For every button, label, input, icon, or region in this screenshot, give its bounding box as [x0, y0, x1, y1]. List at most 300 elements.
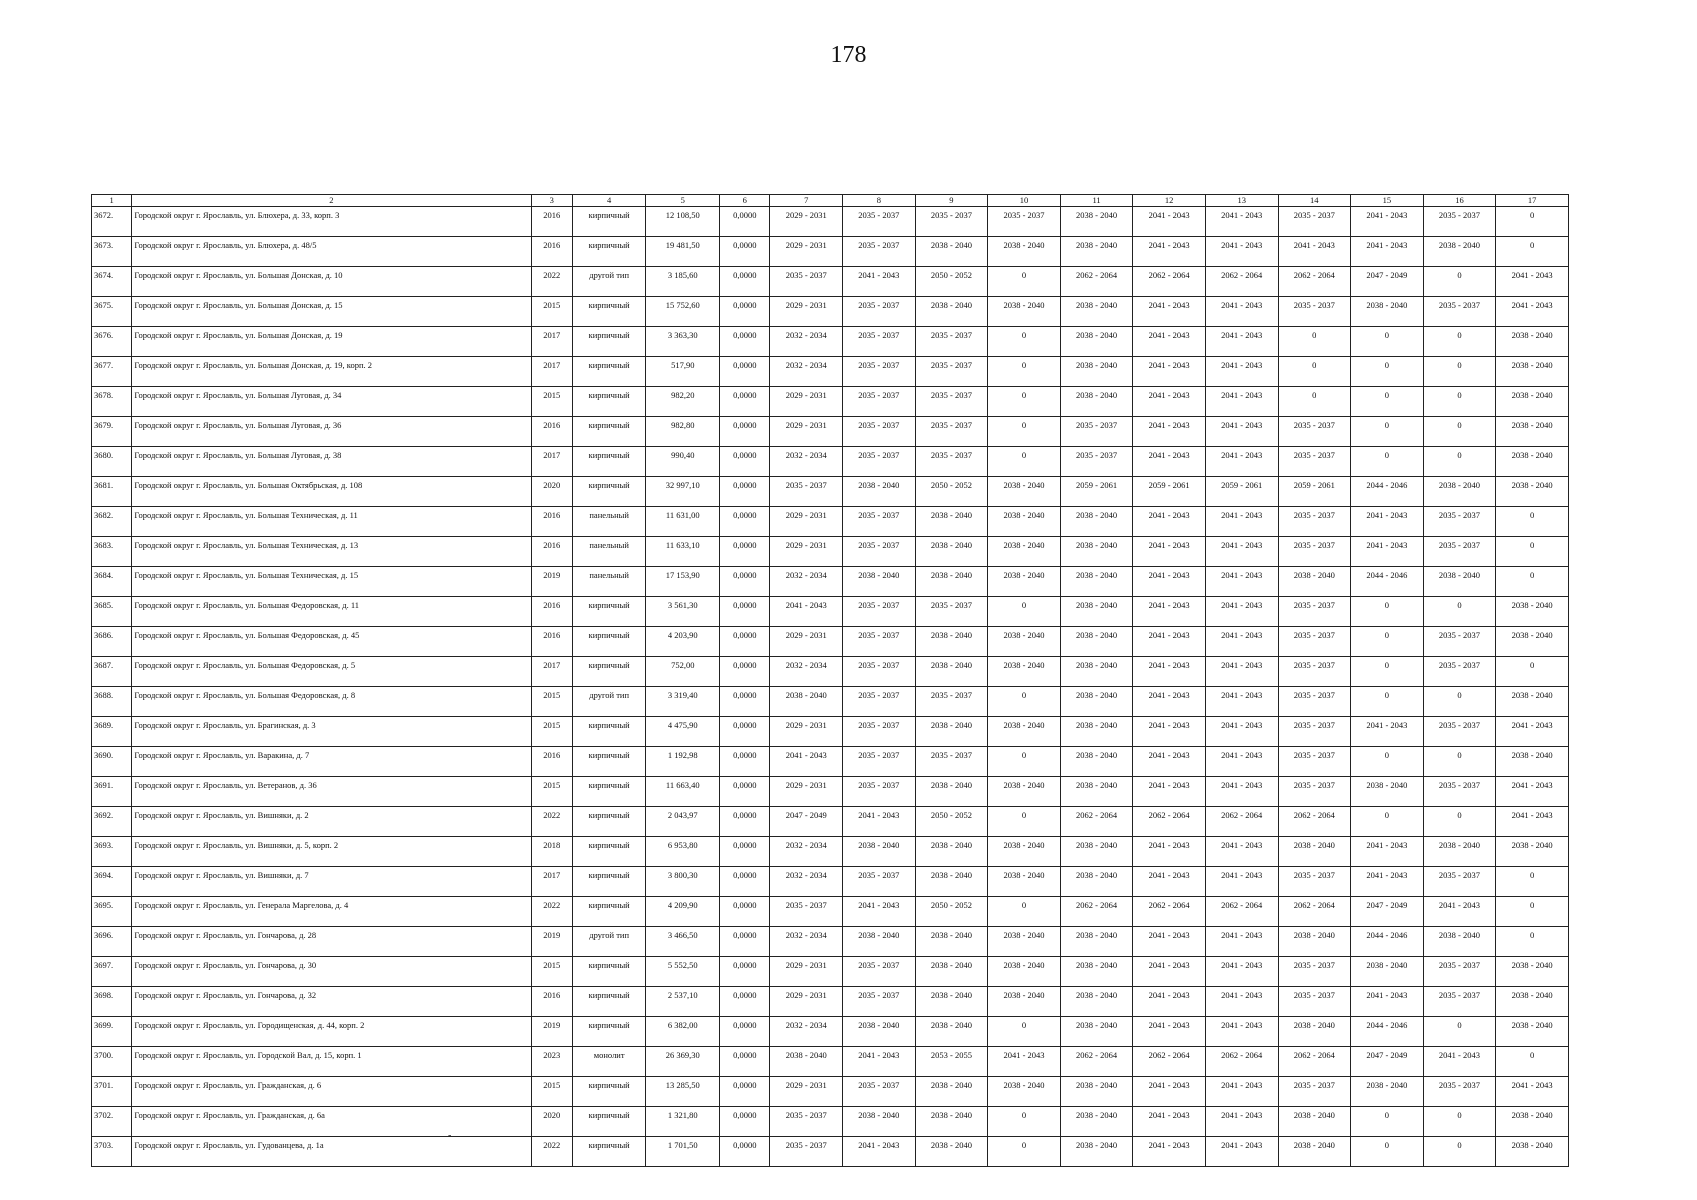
cell-period-8: 2035 - 2037 — [843, 627, 916, 657]
cell-period-16: 0 — [1423, 447, 1496, 477]
cell-row-number: 3700. — [92, 1047, 132, 1077]
cell-period-8: 2041 - 2043 — [843, 807, 916, 837]
cell-fraction: 0,0000 — [720, 507, 770, 537]
cell-period-10: 0 — [988, 267, 1061, 297]
cell-area: 6 382,00 — [646, 1017, 720, 1047]
table-row — [92, 237, 1569, 267]
cell-year: 2017 — [531, 447, 572, 477]
table-row — [92, 537, 1569, 567]
cell-period-16: 2035 - 2037 — [1423, 507, 1496, 537]
cell-period-13: 2041 - 2043 — [1205, 237, 1278, 267]
cell-area: 4 475,90 — [646, 717, 720, 747]
cell-period-17: 2038 - 2040 — [1496, 327, 1569, 357]
cell-period-9: 2038 - 2040 — [915, 297, 988, 327]
cell-period-16: 2035 - 2037 — [1423, 537, 1496, 567]
cell-period-12: 2041 - 2043 — [1133, 537, 1206, 567]
table-row — [92, 627, 1569, 657]
cell-period-16: 0 — [1423, 357, 1496, 387]
cell-address: Городской округ г. Ярославль, ул. Большая Донская, д. 19 — [132, 327, 531, 357]
cell-period-12: 2041 - 2043 — [1133, 687, 1206, 717]
cell-period-7: 2029 - 2031 — [770, 507, 843, 537]
cell-period-12: 2041 - 2043 — [1133, 717, 1206, 747]
cell-period-9: 2038 - 2040 — [915, 777, 988, 807]
cell-period-16: 2035 - 2037 — [1423, 207, 1496, 237]
cell-period-14: 2035 - 2037 — [1278, 777, 1351, 807]
cell-period-16: 2038 - 2040 — [1423, 927, 1496, 957]
cell-period-17: 2038 - 2040 — [1496, 357, 1569, 387]
table-row — [92, 477, 1569, 507]
cell-period-9: 2035 - 2037 — [915, 687, 988, 717]
cell-period-8: 2035 - 2037 — [843, 537, 916, 567]
cell-wall-material: панельный — [572, 567, 646, 597]
cell-period-13: 2041 - 2043 — [1205, 927, 1278, 957]
cell-period-15: 2041 - 2043 — [1351, 867, 1424, 897]
cell-period-10: 2035 - 2037 — [988, 207, 1061, 237]
cell-period-17: 2041 - 2043 — [1496, 717, 1569, 747]
cell-period-13: 2062 - 2064 — [1205, 807, 1278, 837]
cell-period-8: 2035 - 2037 — [843, 327, 916, 357]
cell-period-8: 2035 - 2037 — [843, 237, 916, 267]
cell-wall-material: кирпичный — [572, 1107, 646, 1137]
cell-period-9: 2038 - 2040 — [915, 1107, 988, 1137]
cell-period-11: 2062 - 2064 — [1060, 897, 1133, 927]
column-header-9: 9 — [915, 195, 988, 207]
cell-period-11: 2038 - 2040 — [1060, 747, 1133, 777]
cell-period-10: 2038 - 2040 — [988, 507, 1061, 537]
page-number: 178 — [830, 42, 867, 68]
cell-wall-material: кирпичный — [572, 327, 646, 357]
cell-area: 5 552,50 — [646, 957, 720, 987]
cell-period-17: 2038 - 2040 — [1496, 447, 1569, 477]
cell-period-7: 2032 - 2034 — [770, 867, 843, 897]
cell-period-13: 2041 - 2043 — [1205, 1077, 1278, 1107]
cell-period-9: 2035 - 2037 — [915, 417, 988, 447]
cell-wall-material: кирпичный — [572, 357, 646, 387]
cell-fraction: 0,0000 — [720, 717, 770, 747]
cell-period-11: 2038 - 2040 — [1060, 1137, 1133, 1167]
cell-period-13: 2041 - 2043 — [1205, 297, 1278, 327]
cell-address: Городской округ г. Ярославль, ул. Большая Техническая, д. 11 — [132, 507, 531, 537]
cell-address: Городской округ г. Ярославль, ул. Генерала Маргелова, д. 4 — [132, 897, 531, 927]
cell-period-8: 2035 - 2037 — [843, 1077, 916, 1107]
cell-period-11: 2038 - 2040 — [1060, 957, 1133, 987]
cell-period-8: 2041 - 2043 — [843, 267, 916, 297]
cell-address: Городской округ г. Ярославль, ул. Ветеранов, д. 36 — [132, 777, 531, 807]
cell-period-11: 2038 - 2040 — [1060, 327, 1133, 357]
column-header-2: 2 — [132, 195, 531, 207]
cell-period-7: 2041 - 2043 — [770, 597, 843, 627]
table-row — [92, 777, 1569, 807]
cell-row-number: 3673. — [92, 237, 132, 267]
cell-period-12: 2041 - 2043 — [1133, 837, 1206, 867]
cell-address: Городской округ г. Ярославль, ул. Большая Федоровская, д. 8 — [132, 687, 531, 717]
cell-year: 2019 — [531, 567, 572, 597]
table-row — [92, 297, 1569, 327]
cell-period-11: 2038 - 2040 — [1060, 1107, 1133, 1137]
cell-period-12: 2041 - 2043 — [1133, 327, 1206, 357]
cell-period-17: 0 — [1496, 567, 1569, 597]
cell-year: 2016 — [531, 237, 572, 267]
cell-period-14: 2035 - 2037 — [1278, 957, 1351, 987]
column-header-14: 14 — [1278, 195, 1351, 207]
cell-year: 2015 — [531, 1077, 572, 1107]
cell-period-14: 2062 - 2064 — [1278, 267, 1351, 297]
cell-period-7: 2032 - 2034 — [770, 927, 843, 957]
cell-year: 2016 — [531, 987, 572, 1017]
cell-period-7: 2035 - 2037 — [770, 897, 843, 927]
cell-period-8: 2035 - 2037 — [843, 717, 916, 747]
cell-address: Городской округ г. Ярославль, ул. Большая Федоровская, д. 5 — [132, 657, 531, 687]
cell-fraction: 0,0000 — [720, 267, 770, 297]
cell-period-17: 0 — [1496, 237, 1569, 267]
cell-period-14: 2035 - 2037 — [1278, 687, 1351, 717]
cell-period-16: 2035 - 2037 — [1423, 1077, 1496, 1107]
cell-period-13: 2041 - 2043 — [1205, 567, 1278, 597]
cell-period-17: 0 — [1496, 207, 1569, 237]
cell-address: Городской округ г. Ярославль, ул. Гражданская, д. 6а — [132, 1107, 531, 1137]
cell-period-14: 2059 - 2061 — [1278, 477, 1351, 507]
cell-period-9: 2038 - 2040 — [915, 837, 988, 867]
cell-address: Городской округ г. Ярославль, ул. Городской Вал, д. 15, корп. 1 — [132, 1047, 531, 1077]
cell-period-17: 2038 - 2040 — [1496, 687, 1569, 717]
cell-period-12: 2041 - 2043 — [1133, 387, 1206, 417]
cell-period-10: 0 — [988, 807, 1061, 837]
cell-period-15: 0 — [1351, 687, 1424, 717]
cell-fraction: 0,0000 — [720, 477, 770, 507]
cell-year: 2022 — [531, 1137, 572, 1167]
cell-period-10: 0 — [988, 597, 1061, 627]
cell-period-9: 2035 - 2037 — [915, 357, 988, 387]
table-row — [92, 837, 1569, 867]
cell-area: 2 537,10 — [646, 987, 720, 1017]
cell-wall-material: панельный — [572, 537, 646, 567]
cell-wall-material: кирпичный — [572, 867, 646, 897]
cell-period-16: 2038 - 2040 — [1423, 567, 1496, 597]
cell-wall-material: кирпичный — [572, 207, 646, 237]
cell-period-12: 2041 - 2043 — [1133, 987, 1206, 1017]
table-row — [92, 687, 1569, 717]
cell-period-17: 2038 - 2040 — [1496, 417, 1569, 447]
cell-period-11: 2038 - 2040 — [1060, 717, 1133, 747]
cell-period-17: 2041 - 2043 — [1496, 1077, 1569, 1107]
cell-fraction: 0,0000 — [720, 1137, 770, 1167]
cell-wall-material: кирпичный — [572, 657, 646, 687]
cell-period-13: 2041 - 2043 — [1205, 717, 1278, 747]
cell-period-11: 2062 - 2064 — [1060, 1047, 1133, 1077]
cell-period-14: 2035 - 2037 — [1278, 417, 1351, 447]
cell-period-13: 2041 - 2043 — [1205, 507, 1278, 537]
cell-period-11: 2038 - 2040 — [1060, 927, 1133, 957]
cell-period-15: 2041 - 2043 — [1351, 207, 1424, 237]
cell-period-13: 2041 - 2043 — [1205, 747, 1278, 777]
cell-fraction: 0,0000 — [720, 567, 770, 597]
cell-period-14: 2035 - 2037 — [1278, 507, 1351, 537]
cell-period-8: 2035 - 2037 — [843, 867, 916, 897]
cell-row-number: 3686. — [92, 627, 132, 657]
cell-period-16: 0 — [1423, 747, 1496, 777]
cell-period-12: 2041 - 2043 — [1133, 357, 1206, 387]
column-header-12: 12 — [1133, 195, 1206, 207]
cell-period-9: 2035 - 2037 — [915, 207, 988, 237]
header-row — [92, 195, 1569, 207]
cell-area: 3 466,50 — [646, 927, 720, 957]
cell-period-17: 2038 - 2040 — [1496, 477, 1569, 507]
cell-fraction: 0,0000 — [720, 357, 770, 387]
cell-period-8: 2035 - 2037 — [843, 747, 916, 777]
cell-period-7: 2041 - 2043 — [770, 747, 843, 777]
cell-period-9: 2038 - 2040 — [915, 1137, 988, 1167]
cell-period-12: 2062 - 2064 — [1133, 267, 1206, 297]
cell-period-7: 2032 - 2034 — [770, 447, 843, 477]
cell-period-15: 2038 - 2040 — [1351, 297, 1424, 327]
cell-period-10: 2038 - 2040 — [988, 867, 1061, 897]
cell-period-8: 2035 - 2037 — [843, 387, 916, 417]
cell-period-13: 2041 - 2043 — [1205, 1107, 1278, 1137]
cell-period-14: 2038 - 2040 — [1278, 1017, 1351, 1047]
cell-fraction: 0,0000 — [720, 867, 770, 897]
cell-year: 2016 — [531, 747, 572, 777]
cell-period-9: 2035 - 2037 — [915, 597, 988, 627]
cell-address: Городской округ г. Ярославль, ул. Большая Луговая, д. 34 — [132, 387, 531, 417]
column-header-8: 8 — [843, 195, 916, 207]
cell-period-17: 2041 - 2043 — [1496, 297, 1569, 327]
cell-period-8: 2035 - 2037 — [843, 687, 916, 717]
cell-fraction: 0,0000 — [720, 1047, 770, 1077]
cell-period-14: 0 — [1278, 357, 1351, 387]
cell-period-7: 2035 - 2037 — [770, 267, 843, 297]
cell-period-13: 2041 - 2043 — [1205, 417, 1278, 447]
cell-period-8: 2038 - 2040 — [843, 1107, 916, 1137]
cell-area: 15 752,60 — [646, 297, 720, 327]
cell-wall-material: кирпичный — [572, 597, 646, 627]
cell-area: 19 481,50 — [646, 237, 720, 267]
cell-fraction: 0,0000 — [720, 1107, 770, 1137]
cell-period-14: 2035 - 2037 — [1278, 717, 1351, 747]
cell-wall-material: кирпичный — [572, 807, 646, 837]
cell-period-8: 2038 - 2040 — [843, 837, 916, 867]
cell-address: Городской округ г. Ярославль, ул. Гудованцева, д. 1а — [132, 1137, 531, 1167]
cell-row-number: 3695. — [92, 897, 132, 927]
cell-period-12: 2041 - 2043 — [1133, 417, 1206, 447]
cell-year: 2017 — [531, 867, 572, 897]
cell-period-12: 2041 - 2043 — [1133, 777, 1206, 807]
cell-address: Городской округ г. Ярославль, ул. Блюхера, д. 33, корп. 3 — [132, 207, 531, 237]
cell-fraction: 0,0000 — [720, 627, 770, 657]
cell-period-10: 2038 - 2040 — [988, 927, 1061, 957]
table-row — [92, 957, 1569, 987]
cell-period-11: 2038 - 2040 — [1060, 627, 1133, 657]
cell-fraction: 0,0000 — [720, 1017, 770, 1047]
cell-period-11: 2038 - 2040 — [1060, 357, 1133, 387]
cell-period-7: 2038 - 2040 — [770, 1047, 843, 1077]
cell-address: Городской округ г. Ярославль, ул. Гончарова, д. 30 — [132, 957, 531, 987]
table-row — [92, 747, 1569, 777]
cell-period-13: 2041 - 2043 — [1205, 207, 1278, 237]
cell-period-16: 2035 - 2037 — [1423, 657, 1496, 687]
cell-period-15: 2038 - 2040 — [1351, 777, 1424, 807]
column-header-4: 4 — [572, 195, 646, 207]
column-header-1: 1 — [92, 195, 132, 207]
cell-row-number: 3689. — [92, 717, 132, 747]
table-row — [92, 207, 1569, 237]
cell-wall-material: кирпичный — [572, 237, 646, 267]
cell-address: Городской округ г. Ярославль, ул. Большая Федоровская, д. 11 — [132, 597, 531, 627]
table-row — [92, 1047, 1569, 1077]
table-row — [92, 357, 1569, 387]
cell-period-10: 0 — [988, 357, 1061, 387]
cell-period-12: 2041 - 2043 — [1133, 1107, 1206, 1137]
cell-row-number: 3674. — [92, 267, 132, 297]
cell-area: 11 631,00 — [646, 507, 720, 537]
cell-wall-material: другой тип — [572, 687, 646, 717]
cell-period-15: 2047 - 2049 — [1351, 267, 1424, 297]
table-row — [92, 1017, 1569, 1047]
cell-area: 6 953,80 — [646, 837, 720, 867]
cell-period-16: 2035 - 2037 — [1423, 957, 1496, 987]
cell-area: 4 203,90 — [646, 627, 720, 657]
cell-year: 2015 — [531, 297, 572, 327]
cell-year: 2016 — [531, 597, 572, 627]
cell-year: 2016 — [531, 417, 572, 447]
cell-fraction: 0,0000 — [720, 1077, 770, 1107]
cell-row-number: 3698. — [92, 987, 132, 1017]
cell-period-7: 2029 - 2031 — [770, 297, 843, 327]
cell-period-10: 2038 - 2040 — [988, 837, 1061, 867]
cell-period-9: 2050 - 2052 — [915, 477, 988, 507]
cell-period-16: 0 — [1423, 1137, 1496, 1167]
cell-period-14: 2035 - 2037 — [1278, 597, 1351, 627]
cell-period-9: 2038 - 2040 — [915, 957, 988, 987]
cell-period-13: 2041 - 2043 — [1205, 777, 1278, 807]
cell-period-12: 2041 - 2043 — [1133, 567, 1206, 597]
cell-wall-material: кирпичный — [572, 987, 646, 1017]
table-row — [92, 327, 1569, 357]
cell-year: 2020 — [531, 1107, 572, 1137]
cell-period-14: 2035 - 2037 — [1278, 207, 1351, 237]
cell-row-number: 3691. — [92, 777, 132, 807]
cell-period-9: 2053 - 2055 — [915, 1047, 988, 1077]
cell-period-8: 2035 - 2037 — [843, 507, 916, 537]
cell-row-number: 3694. — [92, 867, 132, 897]
cell-period-16: 2041 - 2043 — [1423, 1047, 1496, 1077]
table-row — [92, 567, 1569, 597]
cell-fraction: 0,0000 — [720, 927, 770, 957]
cell-address: Городской округ г. Ярославль, ул. Большая Техническая, д. 15 — [132, 567, 531, 597]
cell-period-17: 0 — [1496, 867, 1569, 897]
cell-period-14: 2062 - 2064 — [1278, 897, 1351, 927]
cell-period-12: 2041 - 2043 — [1133, 1077, 1206, 1107]
cell-period-9: 2038 - 2040 — [915, 657, 988, 687]
cell-wall-material: кирпичный — [572, 1017, 646, 1047]
cell-period-9: 2038 - 2040 — [915, 717, 988, 747]
cell-year: 2017 — [531, 327, 572, 357]
cell-period-17: 0 — [1496, 897, 1569, 927]
cell-period-7: 2029 - 2031 — [770, 987, 843, 1017]
cell-address: Городской округ г. Ярославль, ул. Брагинская, д. 3 — [132, 717, 531, 747]
cell-period-11: 2038 - 2040 — [1060, 1077, 1133, 1107]
cell-period-13: 2059 - 2061 — [1205, 477, 1278, 507]
cell-period-15: 0 — [1351, 387, 1424, 417]
cell-fraction: 0,0000 — [720, 687, 770, 717]
cell-period-10: 2038 - 2040 — [988, 627, 1061, 657]
cell-period-10: 0 — [988, 747, 1061, 777]
cell-period-7: 2032 - 2034 — [770, 357, 843, 387]
cell-period-14: 2035 - 2037 — [1278, 987, 1351, 1017]
column-header-11: 11 — [1060, 195, 1133, 207]
cell-period-13: 2041 - 2043 — [1205, 1017, 1278, 1047]
cell-period-16: 0 — [1423, 267, 1496, 297]
cell-address: Городской округ г. Ярославль, ул. Большая Донская, д. 15 — [132, 297, 531, 327]
cell-area: 517,90 — [646, 357, 720, 387]
cell-period-14: 2038 - 2040 — [1278, 567, 1351, 597]
cell-period-8: 2041 - 2043 — [843, 1047, 916, 1077]
cell-wall-material: панельный — [572, 507, 646, 537]
cell-period-9: 2035 - 2037 — [915, 387, 988, 417]
table-row — [92, 867, 1569, 897]
cell-period-10: 0 — [988, 417, 1061, 447]
column-header-15: 15 — [1351, 195, 1424, 207]
cell-period-14: 2035 - 2037 — [1278, 447, 1351, 477]
cell-period-13: 2041 - 2043 — [1205, 537, 1278, 567]
cell-row-number: 3699. — [92, 1017, 132, 1047]
column-header-5: 5 — [646, 195, 720, 207]
cell-period-14: 2035 - 2037 — [1278, 537, 1351, 567]
cell-period-16: 2035 - 2037 — [1423, 777, 1496, 807]
cell-wall-material: кирпичный — [572, 1137, 646, 1167]
cell-period-10: 0 — [988, 447, 1061, 477]
cell-row-number: 3679. — [92, 417, 132, 447]
cell-row-number: 3687. — [92, 657, 132, 687]
cell-period-15: 2038 - 2040 — [1351, 957, 1424, 987]
cell-period-9: 2050 - 2052 — [915, 267, 988, 297]
cell-row-number: 3685. — [92, 597, 132, 627]
cell-period-14: 2035 - 2037 — [1278, 627, 1351, 657]
cell-period-11: 2038 - 2040 — [1060, 597, 1133, 627]
cell-period-15: 2041 - 2043 — [1351, 837, 1424, 867]
cell-period-13: 2062 - 2064 — [1205, 897, 1278, 927]
cell-period-15: 2044 - 2046 — [1351, 567, 1424, 597]
cell-period-13: 2041 - 2043 — [1205, 687, 1278, 717]
cell-row-number: 3701. — [92, 1077, 132, 1107]
table-row — [92, 717, 1569, 747]
cell-period-10: 0 — [988, 1107, 1061, 1137]
cell-period-11: 2038 - 2040 — [1060, 657, 1133, 687]
cell-fraction: 0,0000 — [720, 657, 770, 687]
cell-year: 2015 — [531, 387, 572, 417]
table-row — [92, 507, 1569, 537]
cell-address: Городской округ г. Ярославль, ул. Гражданская, д. 6 — [132, 1077, 531, 1107]
cell-period-15: 0 — [1351, 1107, 1424, 1137]
cell-period-14: 2035 - 2037 — [1278, 297, 1351, 327]
cell-wall-material: монолит — [572, 1047, 646, 1077]
cell-address: Городской округ г. Ярославль, ул. Большая Донская, д. 10 — [132, 267, 531, 297]
cell-address: Городской округ г. Ярославль, ул. Большая Луговая, д. 36 — [132, 417, 531, 447]
cell-address: Городской округ г. Ярославль, ул. Вишняки, д. 7 — [132, 867, 531, 897]
cell-period-9: 2035 - 2037 — [915, 747, 988, 777]
cell-period-12: 2041 - 2043 — [1133, 237, 1206, 267]
cell-wall-material: кирпичный — [572, 897, 646, 927]
cell-fraction: 0,0000 — [720, 447, 770, 477]
cell-period-9: 2038 - 2040 — [915, 567, 988, 597]
cell-period-10: 2038 - 2040 — [988, 657, 1061, 687]
cell-period-17: 2041 - 2043 — [1496, 807, 1569, 837]
cell-period-13: 2041 - 2043 — [1205, 957, 1278, 987]
cell-period-17: 2041 - 2043 — [1496, 777, 1569, 807]
cell-period-16: 2038 - 2040 — [1423, 477, 1496, 507]
cell-year: 2023 — [531, 1047, 572, 1077]
cell-period-15: 0 — [1351, 447, 1424, 477]
cell-period-10: 2038 - 2040 — [988, 987, 1061, 1017]
